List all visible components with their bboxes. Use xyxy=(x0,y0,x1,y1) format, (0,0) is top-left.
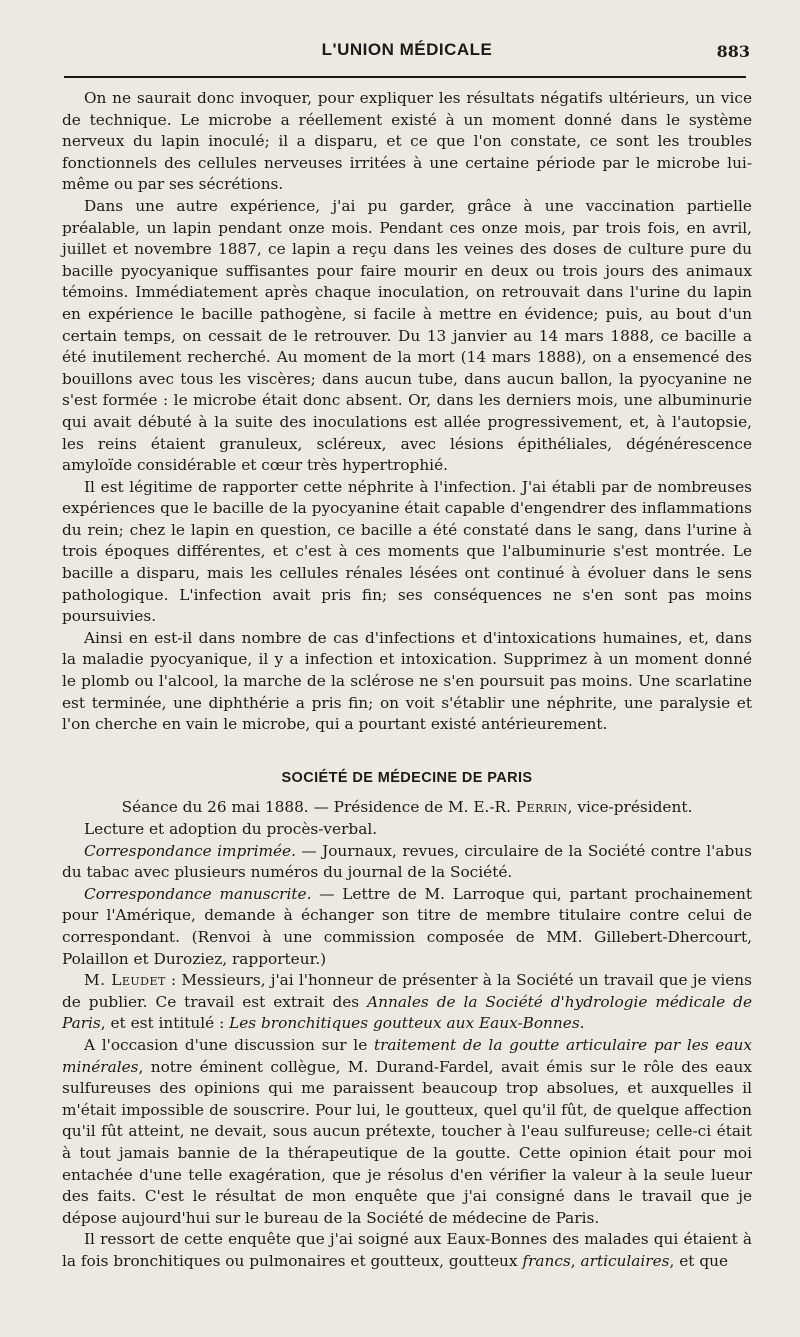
correspondance-manuscrite xyxy=(62,884,752,970)
leudet-text-2: , et est intitulé : xyxy=(100,1014,230,1033)
correspondance-manuscrite-label: Correspondance manuscrite. xyxy=(84,884,312,903)
paragraph: Il est légitime de rapporter cette néphrite à l'infection. J'ai établi par de nombreuses expériences que le bacille de la pyocyanine était capable d'engendrer des inflammations du rein; chez le lapin en question, ce bacille a été constaté dans le sang, dans l'urine à trois époques différentes, et c'est à ces moments que l'albuminurie s'est montrée. Le bacille a disparu, mais les cellules rénales lésées ont continué à évoluer dans le sens pathologique. L'infection avait pris fin; ses conséquences ne s'en sont pas moins poursuivies. xyxy=(62,477,752,626)
leudet-paragraph xyxy=(62,970,752,1035)
ressort-text-2: , et que xyxy=(669,1251,729,1270)
ressort-paragraph xyxy=(62,1229,752,1272)
section-title: SOCIÉTÉ DE MÉDECINE DE PARIS xyxy=(281,769,533,786)
correspondance-imprimee-label: Correspondance imprimée. xyxy=(84,841,296,860)
correspondance-imprimee-text: — Journaux, revues, circulaire de la Société contre l'abus du tabac avec plusieurs numéros du journal de la Société. xyxy=(62,841,752,882)
running-title: L'UNION MÉDICALE xyxy=(321,40,493,59)
work-title: Les bronchitiques goutteux aux Eaux-Bonnes xyxy=(229,1014,580,1033)
president-name: Perrin xyxy=(515,798,568,817)
correspondance-imprimee xyxy=(62,841,752,884)
lecture-line: Lecture et adoption du procès-verbal. xyxy=(84,820,378,838)
page-footer xyxy=(0,1325,800,1337)
leudet-text-1: : Messieurs, j'ai l'honneur de présenter à la Société un travail que je viens de publier. Ce travail est extrait des xyxy=(62,971,752,1011)
occasion-italic: traitement de la goutte articulaire par les eaux minérales xyxy=(62,1035,752,1076)
header-rule xyxy=(64,76,746,78)
correspondance-manuscrite-text: — Lettre de M. Larroque qui, partant prochainement pour l'Amérique, demande à échanger son titre de membre titulaire contre celui de correspondant. (Renvoi à une commission composée de MM. Gillebert-Dhercourt, Polaillon et Duroziez, rapporteur.) xyxy=(62,884,752,968)
page-body xyxy=(62,88,752,1272)
seance-line xyxy=(62,797,752,819)
ressort-italic-2: articulaires xyxy=(580,1251,670,1270)
leudet-text-3: . xyxy=(579,1014,585,1033)
occasion-paragraph xyxy=(62,1035,752,1229)
page-number: 883 xyxy=(716,42,750,61)
seance-suffix: , vice-président. xyxy=(567,798,693,817)
occasion-text-2: , notre éminent collègue, M. Durand-Fardel, avait émis sur le rôle des eaux sulfureuses des opinions qui me paraissent beaucoup trop absolues, et auxquelles il m'était impossible de souscrire. Pour lui, le goutteux, quel qu'il fût, de quelque affection qu'il fût atteint, ne devait, sous aucun prétexte, toucher à l'eau sulfureuse; celle-ci était à tout jamais bannie de la thérapeutique de la goutte. Cette opinion était pour moi entachée d'une telle exagération, que je résolus d'en vérifier la valeur à la seule lueur des faits. C'est le résultat de mon enquête que j'ai consigné dans le travail que je dépose aujourd'hui sur le bureau de la Société de médecine de Paris. xyxy=(62,1057,752,1227)
occasion-text-1: A l'occasion d'une discussion sur le xyxy=(84,1035,374,1054)
seance-prefix: Séance du 26 mai 1888. — Présidence de M. E.-R. xyxy=(121,798,516,817)
paragraph: Ainsi en est-il dans nombre de cas d'infections et d'intoxications humaines, et, dans la maladie pyocyanique, il y a infection et intoxication. Supprimez à un moment donné le plomb ou l'alcool, la marche de la sclérose ne s'en poursuit pas moins. Une scarlatine est terminée, une diphthérie a pris fin; on voit s'établir une néphrite, une paralysie et l'on cherche en vain le microbe, qui a pourtant existé antérieurement. xyxy=(62,628,752,734)
ressort-text-1: Il ressort de cette enquête que j'ai soigné aux Eaux-Bonnes des malades qui étaient à la fois bronchitiques ou pulmonaires et goutteux, goutteux xyxy=(62,1230,752,1270)
speaker-name: M. Leudet xyxy=(84,971,166,990)
paragraph: Dans une autre expérience, j'ai pu garder, grâce à une vaccination partielle préalable, un lapin pendant onze mois. Pendant ces onze mois, par trois fois, en avril, juillet et novembre 1887, ce lapin a reçu dans les veines des doses de culture pure du bacille pyocyanique suffisantes pour faire mourir en deux ou trois jours des animaux témoins. Immédiatement après chaque inoculation, on retrouvait dans l'urine du lapin en expérience le bacille pathogène, si facile à mettre en évidence; puis, au bout d'un certain temps, on cessait de le retrouver. Du 13 janvier au 14 mars 1888, ce bacille a été inutilement recherché. Au moment de la mort (14 mars 1888), on a ensemencé des bouillons avec tous les viscères; dans aucun tube, dans aucun ballon, la pyocyanine ne s'est formée : le microbe était donc absent. Or, dans les derniers mois, une albuminurie qui avait débuté à la suite des inoculations est allée progressivement, et, à l'autopsie, les reins étaient granuleux, scléreux, avec lésions épithéliales, dégénérescence amyloïde considérable et cœur très hypertrophié. xyxy=(62,196,752,475)
page-header xyxy=(64,36,750,76)
annales-title: Annales de la Société d'hydrologie médicale de Paris xyxy=(62,992,752,1033)
paragraph: On ne saurait donc invoquer, pour expliquer les résultats négatifs ultérieurs, un vice de technique. Le microbe a réellement existé à un moment donné dans le système nerveux du lapin inoculé; il a disparu, et ce que l'on constate, ce sont les troubles fonctionnels des cellules nerveuses irritées à une certaine période par le microbe lui-même ou par ses sécrétions. xyxy=(62,89,752,194)
ressort-separator: , xyxy=(570,1251,581,1270)
ressort-italic-1: francs xyxy=(522,1251,571,1270)
